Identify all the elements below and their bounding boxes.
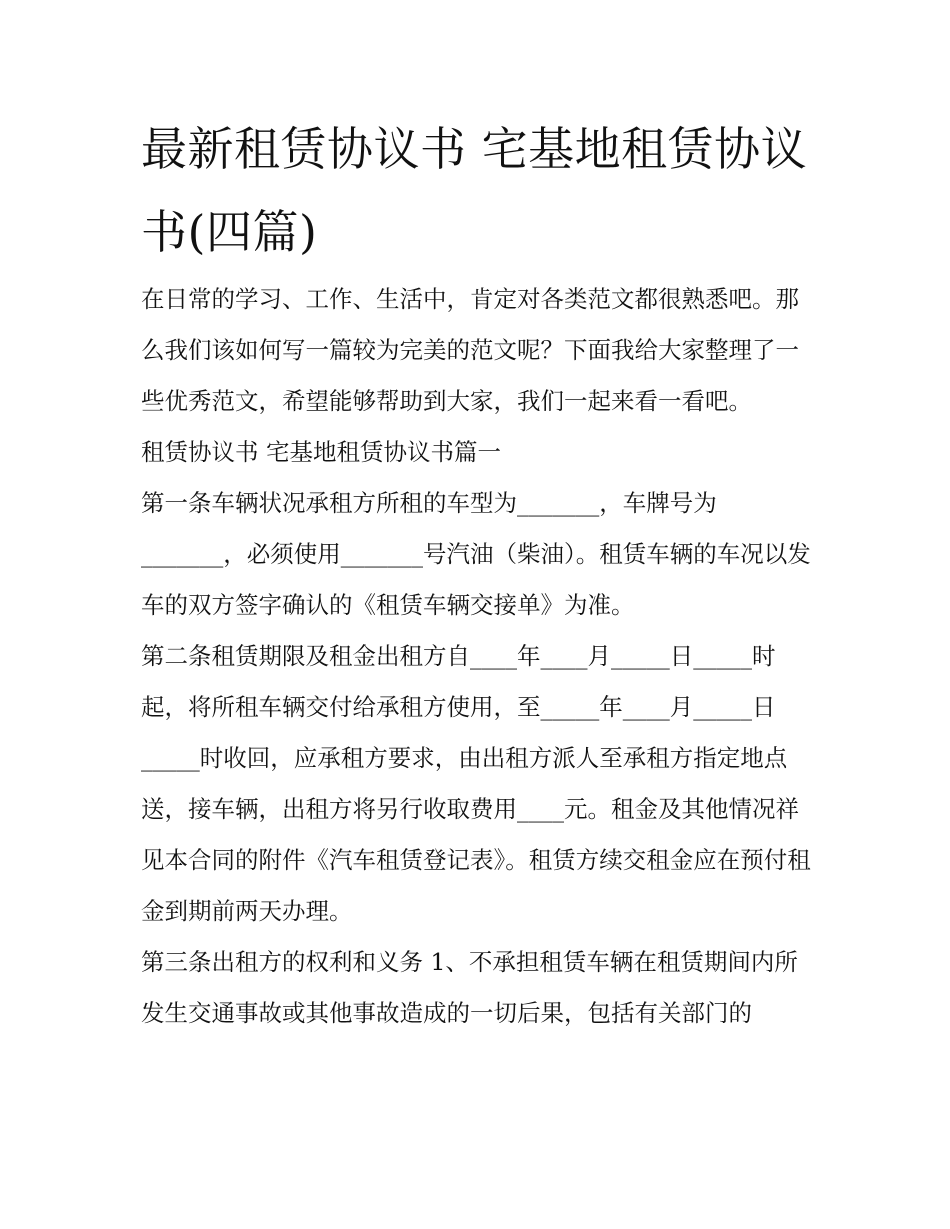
clause-paragraph: 第二条租赁期限及租金出租方自____年____月_____日_____时起，将所租车辆交付给承租方使用，至_____年____月_____日_____时收回，应承租方要求，由出租方派人至承租方指定地点送，接车辆，出租方将另行收取费用____元。租金及其他情况祥见本合同的附件《汽车租赁登记表》。租赁方续交租金应在预付租金到期前两天办理。 <box>141 642 811 925</box>
document-title: 最新租赁协议书 宅基地租赁协议书(四篇) <box>141 122 808 259</box>
section-heading: 租赁协议书 宅基地租赁协议书篇一 <box>141 438 501 466</box>
clause-paragraph: 第三条出租方的权利和义务 1、不承担租赁车辆在租赁期间内所发生交通事故或其他事故造成的一切后果，包括有关部门的 <box>141 948 798 1027</box>
document-body <box>141 274 816 1039</box>
intro-paragraph: 在日常的学习、工作、生活中，肯定对各类范文都很熟悉吧。那么我们该如何写一篇较为完美的范文呢？下面我给大家整理了一些优秀范文，希望能够帮助到大家，我们一起来看一看吧。 <box>141 285 799 415</box>
clause-paragraph: 第一条车辆状况承租方所租的车型为_______，车牌号为_______，必须使用_______号汽油（柴油）。租赁车辆的车况以发车的双方签字确认的《租赁车辆交接单》为准。 <box>141 489 811 619</box>
